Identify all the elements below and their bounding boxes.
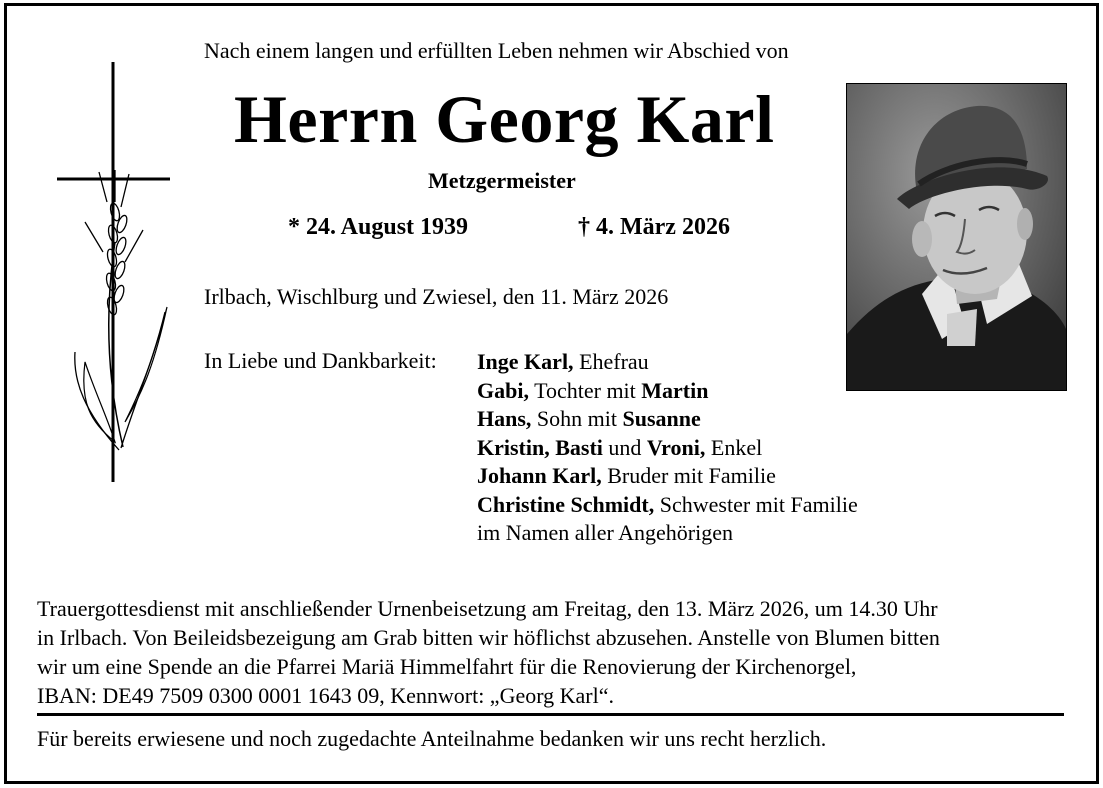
list-item: Inge Karl, Ehefrau <box>477 349 649 374</box>
list-item: Christine Schmidt, Schwester mit Familie <box>477 491 858 517</box>
service-info <box>37 594 940 710</box>
list-item: Gabi, Tochter mit Martin <box>477 377 709 403</box>
list-item: im Namen aller Angehörigen <box>477 520 733 545</box>
service-line: Trauergottesdienst mit anschließender Urnenbeisetzung am Freitag, den 13. März 2026, um 14.30 Uhr <box>37 596 938 621</box>
cross-with-wheat-icon <box>55 62 175 487</box>
service-line: IBAN: DE49 7509 0300 0001 1643 09, Kennwort: „Georg Karl“. <box>37 683 615 708</box>
intro-text: Nach einem langen und erfüllten Leben nehmen wir Abschied von <box>204 38 789 63</box>
death-date: † 4. März 2026 <box>578 214 730 240</box>
list-item: Hans, Sohn mit Susanne <box>477 406 701 431</box>
mourners-list <box>477 348 858 548</box>
deceased-name: Herrn Georg Karl <box>234 81 775 157</box>
thanks-text: Für bereits erwiesene und noch zugedachte Anteilnahme bedanken wir uns recht herzlich. <box>37 726 827 751</box>
service-line: in Irlbach. Von Beileidsbezeigung am Grab bitten wir höflichst abzusehen. Anstelle von Blumen bitten <box>37 625 940 650</box>
service-line: wir um eine Spende an die Pfarrei Mariä Himmelfahrt für die Renovierung der Kirchenorgel, <box>37 654 857 679</box>
love-label: In Liebe und Dankbarkeit: <box>204 348 437 373</box>
place-and-date: Irlbach, Wischlburg und Zwiesel, den 11. März 2026 <box>204 284 669 309</box>
birth-date: * 24. August 1939 <box>288 214 469 240</box>
occupation: Metzgermeister <box>428 168 576 193</box>
list-item: Johann Karl, Bruder mit Familie <box>477 463 776 488</box>
list-item: Kristin, Basti und Vroni, Enkel <box>477 434 763 460</box>
portrait-illustration <box>847 84 1066 390</box>
portrait-photo <box>846 83 1067 391</box>
divider <box>37 713 1064 716</box>
